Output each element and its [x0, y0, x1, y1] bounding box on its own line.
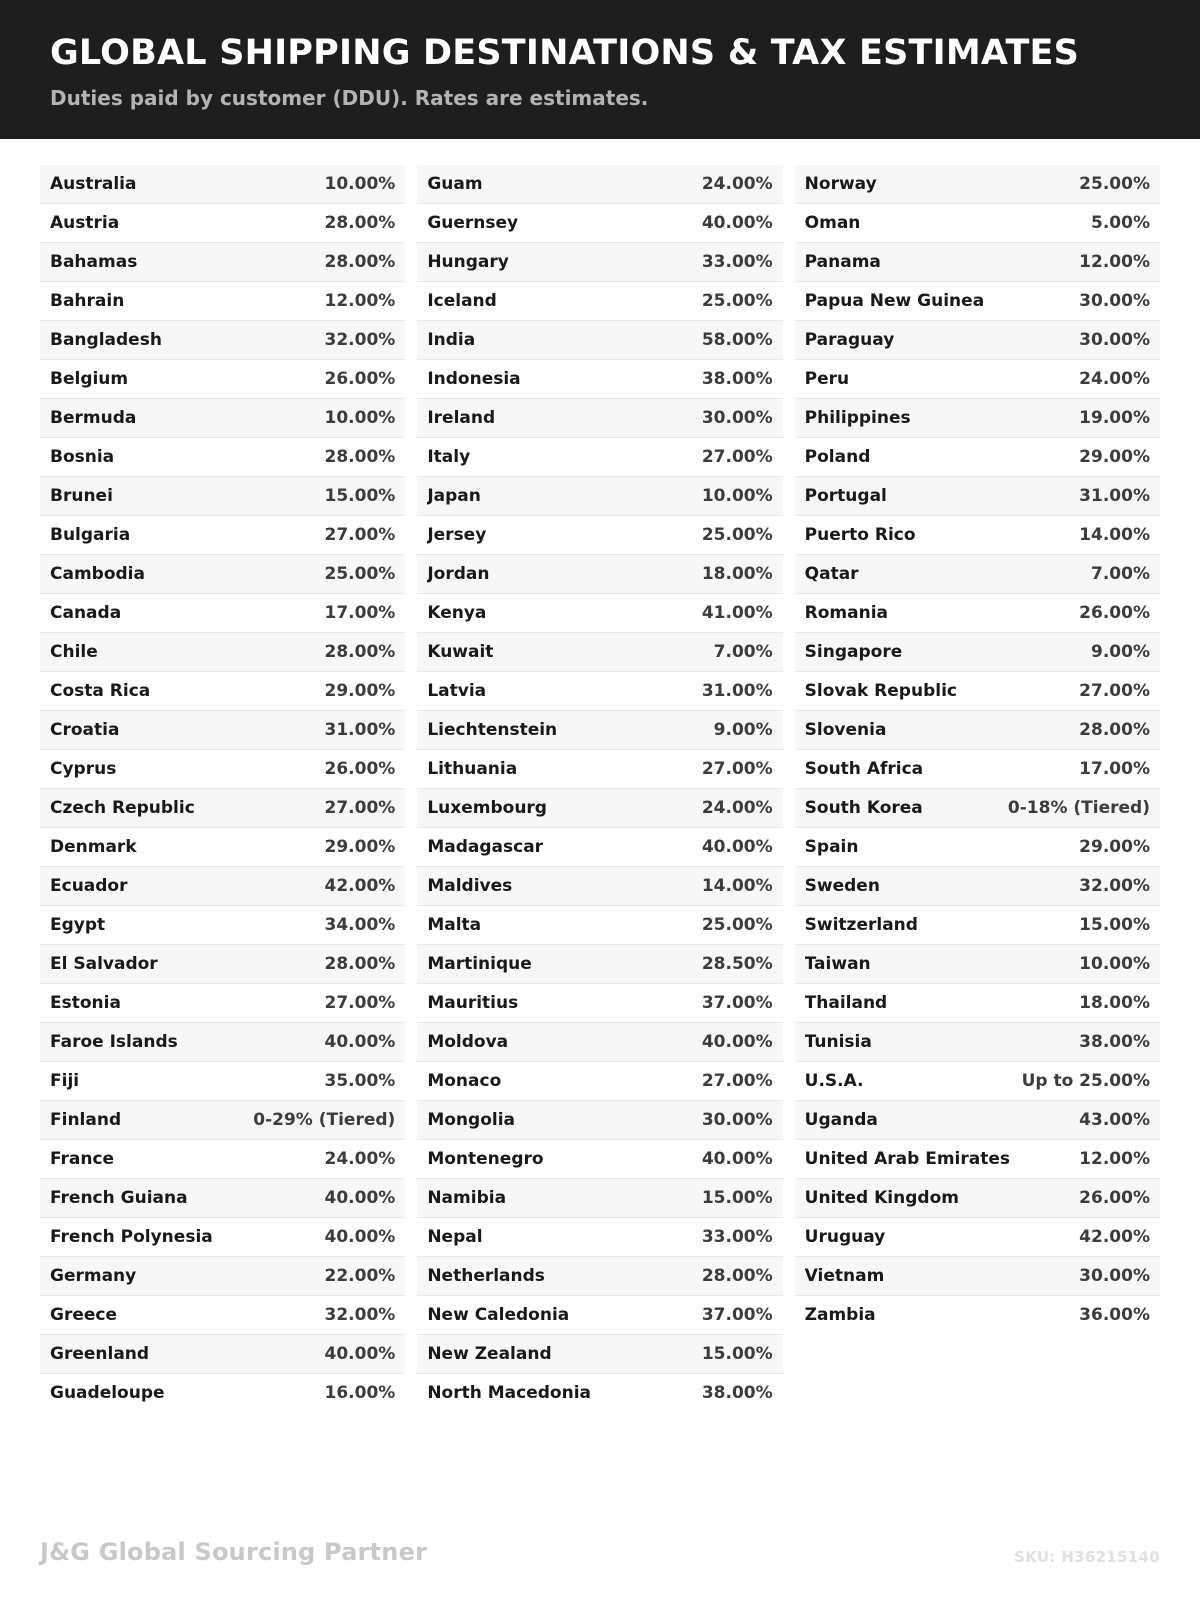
- table-row: [795, 828, 1160, 867]
- table-row: [417, 633, 782, 672]
- tax-rate: 41.00%: [701, 602, 773, 623]
- tax-rate: 40.00%: [324, 1343, 396, 1364]
- sku-label: SKU: H36215140: [1014, 1548, 1160, 1566]
- table-row: [40, 282, 405, 321]
- table-row: [40, 1218, 405, 1257]
- table-row: [795, 477, 1160, 516]
- country-name: Uganda: [804, 1109, 878, 1130]
- table-row: [417, 906, 782, 945]
- country-name: Guadeloupe: [50, 1382, 165, 1403]
- tax-rate: 24.00%: [1079, 368, 1150, 389]
- page-subtitle: Duties paid by customer (DDU). Rates are estimates.: [50, 85, 649, 110]
- tax-rate: 26.00%: [1079, 602, 1150, 623]
- table-row: [417, 555, 782, 594]
- table-row: [417, 1023, 782, 1062]
- country-name: Fiji: [50, 1070, 80, 1091]
- document-footer: [0, 1538, 1200, 1600]
- country-name: Slovak Republic: [804, 680, 957, 701]
- tax-rate: 0-29% (Tiered): [253, 1109, 396, 1130]
- tax-rate: 29.00%: [1079, 836, 1150, 857]
- table-row: [795, 204, 1160, 243]
- country-name: Portugal: [804, 485, 887, 506]
- country-name: Germany: [50, 1265, 137, 1286]
- tax-rate: 10.00%: [1079, 953, 1150, 974]
- country-name: Vietnam: [804, 1265, 885, 1286]
- tax-rate: 40.00%: [701, 212, 773, 233]
- country-name: United Kingdom: [804, 1187, 959, 1208]
- country-name: Netherlands: [427, 1265, 545, 1286]
- country-name: El Salvador: [50, 953, 158, 974]
- tax-rate: 15.00%: [701, 1187, 773, 1208]
- tax-rate: 27.00%: [701, 446, 773, 467]
- tax-rate: 26.00%: [324, 368, 396, 389]
- table-row: [417, 672, 782, 711]
- tax-rate: 26.00%: [324, 758, 396, 779]
- tax-rate: 30.00%: [1079, 1265, 1150, 1286]
- country-name: Spain: [804, 836, 859, 857]
- tax-rate: 30.00%: [701, 1109, 773, 1130]
- table-row: [417, 711, 782, 750]
- table-row: [417, 867, 782, 906]
- tax-rate: 15.00%: [701, 1343, 773, 1364]
- country-name: Madagascar: [427, 836, 544, 857]
- table-row: [40, 243, 405, 282]
- table-row: [795, 711, 1160, 750]
- tax-rate: 30.00%: [701, 407, 773, 428]
- table-row: [417, 828, 782, 867]
- table-row: [40, 165, 405, 204]
- table-row: [417, 1140, 782, 1179]
- table-row: [40, 750, 405, 789]
- country-name: Bermuda: [50, 407, 137, 428]
- rates-column-2: [417, 165, 782, 1412]
- country-name: Luxembourg: [427, 797, 547, 818]
- tax-rate: 26.00%: [1079, 1187, 1150, 1208]
- tax-rate: 30.00%: [1079, 329, 1150, 350]
- country-name: Kenya: [427, 602, 487, 623]
- tax-rate: 42.00%: [1079, 1226, 1150, 1247]
- country-name: Uruguay: [804, 1226, 886, 1247]
- table-row: [40, 1374, 405, 1412]
- tax-rate: 17.00%: [1079, 758, 1150, 779]
- tax-rate: 10.00%: [324, 173, 396, 194]
- country-name: Mauritius: [427, 992, 519, 1013]
- country-name: Jordan: [427, 563, 490, 584]
- country-name: India: [427, 329, 476, 350]
- country-name: Taiwan: [804, 953, 871, 974]
- country-name: Puerto Rico: [804, 524, 916, 545]
- table-row: [40, 360, 405, 399]
- table-row: [40, 594, 405, 633]
- country-name: Montenegro: [427, 1148, 544, 1169]
- table-row: [40, 906, 405, 945]
- tax-rate: 32.00%: [1079, 875, 1150, 896]
- tax-rate: 12.00%: [324, 290, 396, 311]
- table-row: [40, 633, 405, 672]
- tax-rate: 12.00%: [1079, 251, 1150, 272]
- country-name: Switzerland: [804, 914, 918, 935]
- country-name: Iceland: [427, 290, 497, 311]
- table-row: [40, 789, 405, 828]
- table-row: [40, 672, 405, 711]
- country-name: Monaco: [427, 1070, 502, 1091]
- table-row: [795, 321, 1160, 360]
- rates-column-3: [795, 165, 1160, 1334]
- country-name: New Zealand: [427, 1343, 552, 1364]
- table-row: [417, 1218, 782, 1257]
- table-row: [417, 1101, 782, 1140]
- tax-rate: 28.50%: [701, 953, 773, 974]
- tax-rate: 0-18% (Tiered): [1007, 797, 1150, 818]
- table-row: [417, 594, 782, 633]
- country-name: Mongolia: [427, 1109, 516, 1130]
- table-row: [40, 1335, 405, 1374]
- tax-rate: 32.00%: [324, 329, 396, 350]
- table-row: [40, 555, 405, 594]
- table-row: [417, 1335, 782, 1374]
- table-row: [417, 321, 782, 360]
- tax-rate: 40.00%: [324, 1226, 396, 1247]
- table-row: [40, 1101, 405, 1140]
- tax-rate: 16.00%: [324, 1382, 396, 1403]
- table-row: [795, 633, 1160, 672]
- table-row: [40, 1179, 405, 1218]
- country-name: United Arab Emirates: [804, 1148, 1011, 1169]
- table-row: [40, 438, 405, 477]
- country-name: Greenland: [50, 1343, 150, 1364]
- tax-rate: 28.00%: [1079, 719, 1150, 740]
- tax-rate: 15.00%: [324, 485, 396, 506]
- table-row: [40, 984, 405, 1023]
- table-row: [417, 438, 782, 477]
- table-row: [795, 1179, 1160, 1218]
- tax-rate: 32.00%: [324, 1304, 396, 1325]
- tax-rate: 36.00%: [1079, 1304, 1150, 1325]
- table-row: [40, 399, 405, 438]
- country-name: Bulgaria: [50, 524, 131, 545]
- country-name: Thailand: [804, 992, 888, 1013]
- tax-rate: 25.00%: [324, 563, 396, 584]
- tax-rate: 42.00%: [324, 875, 396, 896]
- country-name: Lithuania: [427, 758, 518, 779]
- country-name: Cyprus: [50, 758, 117, 779]
- tax-rate: 9.00%: [713, 719, 773, 740]
- table-row: [40, 477, 405, 516]
- table-row: [795, 1257, 1160, 1296]
- tax-rate: 19.00%: [1079, 407, 1150, 428]
- country-name: Qatar: [804, 563, 859, 584]
- tax-rate: Up to 25.00%: [1021, 1070, 1150, 1091]
- table-row: [40, 1140, 405, 1179]
- tax-rate: 28.00%: [324, 953, 396, 974]
- country-name: Canada: [50, 602, 122, 623]
- country-name: Czech Republic: [50, 797, 195, 818]
- table-row: [40, 516, 405, 555]
- tax-rate: 17.00%: [324, 602, 396, 623]
- table-row: [795, 867, 1160, 906]
- country-name: Chile: [50, 641, 98, 662]
- table-row: [795, 1062, 1160, 1101]
- country-name: Zambia: [804, 1304, 876, 1325]
- tax-rate: 28.00%: [324, 251, 396, 272]
- tax-rate: 24.00%: [324, 1148, 396, 1169]
- country-name: Denmark: [50, 836, 137, 857]
- tax-rate: 10.00%: [701, 485, 773, 506]
- country-name: Guernsey: [427, 212, 519, 233]
- country-name: Philippines: [804, 407, 911, 428]
- country-name: Japan: [427, 485, 481, 506]
- tax-rate: 37.00%: [701, 1304, 773, 1325]
- country-name: Egypt: [50, 914, 106, 935]
- country-name: Tunisia: [804, 1031, 872, 1052]
- table-row: [795, 594, 1160, 633]
- brand-label: J&G Global Sourcing Partner: [40, 1538, 428, 1566]
- tax-rate: 24.00%: [701, 797, 773, 818]
- country-name: Ecuador: [50, 875, 128, 896]
- country-name: Guam: [427, 173, 483, 194]
- tax-rate: 18.00%: [1079, 992, 1150, 1013]
- table-row: [417, 1374, 782, 1412]
- table-row: [795, 243, 1160, 282]
- table-row: [795, 282, 1160, 321]
- table-row: [417, 516, 782, 555]
- tax-rate: 25.00%: [1079, 173, 1150, 194]
- country-name: Bahamas: [50, 251, 138, 272]
- country-name: Latvia: [427, 680, 487, 701]
- tax-rate: 18.00%: [701, 563, 773, 584]
- tax-rate: 27.00%: [324, 524, 396, 545]
- country-name: Kuwait: [427, 641, 494, 662]
- table-row: [795, 165, 1160, 204]
- table-row: [417, 984, 782, 1023]
- country-name: Brunei: [50, 485, 113, 506]
- table-row: [40, 321, 405, 360]
- country-name: Ireland: [427, 407, 496, 428]
- country-name: Nepal: [427, 1226, 483, 1247]
- table-row: [417, 204, 782, 243]
- rates-columns: [0, 139, 1200, 1539]
- country-name: New Caledonia: [427, 1304, 570, 1325]
- table-row: [417, 789, 782, 828]
- country-name: Finland: [50, 1109, 122, 1130]
- country-name: Bosnia: [50, 446, 115, 467]
- country-name: Oman: [804, 212, 861, 233]
- table-row: [417, 1296, 782, 1335]
- tax-rate: 37.00%: [701, 992, 773, 1013]
- country-name: U.S.A.: [804, 1070, 864, 1091]
- country-name: France: [50, 1148, 115, 1169]
- country-name: Jersey: [427, 524, 487, 545]
- table-row: [795, 906, 1160, 945]
- tax-rate: 14.00%: [701, 875, 773, 896]
- country-name: Liechtenstein: [427, 719, 558, 740]
- tax-rate: 7.00%: [713, 641, 773, 662]
- tax-rate: 40.00%: [324, 1187, 396, 1208]
- tax-rate: 9.00%: [1091, 641, 1150, 662]
- tax-rate: 33.00%: [701, 251, 773, 272]
- country-name: Papua New Guinea: [804, 290, 985, 311]
- table-row: [417, 165, 782, 204]
- table-row: [795, 1218, 1160, 1257]
- table-row: [795, 984, 1160, 1023]
- tax-rate: 31.00%: [324, 719, 396, 740]
- tax-rate: 27.00%: [1079, 680, 1150, 701]
- document-header: [0, 0, 1200, 139]
- country-name: French Guiana: [50, 1187, 188, 1208]
- table-row: [795, 1140, 1160, 1179]
- tax-rate: 35.00%: [324, 1070, 396, 1091]
- tax-rate: 27.00%: [701, 758, 773, 779]
- table-row: [795, 789, 1160, 828]
- country-name: Belgium: [50, 368, 129, 389]
- tax-rate: 27.00%: [324, 797, 396, 818]
- tax-rate: 40.00%: [701, 836, 773, 857]
- tax-rate: 43.00%: [1079, 1109, 1150, 1130]
- table-row: [795, 1023, 1160, 1062]
- tax-rate: 38.00%: [701, 1382, 773, 1403]
- table-row: [795, 1101, 1160, 1140]
- country-name: Sweden: [804, 875, 880, 896]
- tax-rate: 33.00%: [701, 1226, 773, 1247]
- country-name: Indonesia: [427, 368, 521, 389]
- table-row: [40, 828, 405, 867]
- tax-rate: 25.00%: [701, 524, 773, 545]
- country-name: Bangladesh: [50, 329, 162, 350]
- table-row: [795, 1296, 1160, 1334]
- country-name: Romania: [804, 602, 889, 623]
- tax-rate: 34.00%: [324, 914, 396, 935]
- country-name: Malta: [427, 914, 482, 935]
- country-name: French Polynesia: [50, 1226, 213, 1247]
- table-row: [795, 945, 1160, 984]
- tax-rate: 27.00%: [324, 992, 396, 1013]
- table-row: [40, 1257, 405, 1296]
- tax-rate: 30.00%: [1079, 290, 1150, 311]
- table-row: [40, 711, 405, 750]
- country-name: Greece: [50, 1304, 118, 1325]
- table-row: [795, 399, 1160, 438]
- country-name: South Africa: [804, 758, 924, 779]
- tax-rate: 14.00%: [1079, 524, 1150, 545]
- table-row: [417, 1179, 782, 1218]
- tax-rate: 12.00%: [1079, 1148, 1150, 1169]
- tax-rate: 7.00%: [1091, 563, 1150, 584]
- country-name: Croatia: [50, 719, 120, 740]
- table-row: [417, 399, 782, 438]
- tax-rate: 24.00%: [701, 173, 773, 194]
- table-row: [417, 282, 782, 321]
- country-name: Slovenia: [804, 719, 887, 740]
- country-name: Austria: [50, 212, 120, 233]
- tax-rate: 40.00%: [701, 1148, 773, 1169]
- table-row: [417, 750, 782, 789]
- tax-rate: 15.00%: [1079, 914, 1150, 935]
- country-name: Norway: [804, 173, 877, 194]
- tax-rate: 38.00%: [1079, 1031, 1150, 1052]
- table-row: [417, 360, 782, 399]
- tax-rate: 22.00%: [324, 1265, 396, 1286]
- tax-rate: 10.00%: [324, 407, 396, 428]
- table-row: [40, 1023, 405, 1062]
- tax-rate: 29.00%: [1079, 446, 1150, 467]
- table-row: [40, 867, 405, 906]
- country-name: Cambodia: [50, 563, 145, 584]
- table-row: [417, 945, 782, 984]
- tax-rate: 29.00%: [324, 836, 396, 857]
- tax-rate: 40.00%: [324, 1031, 396, 1052]
- table-row: [40, 945, 405, 984]
- table-row: [417, 243, 782, 282]
- table-row: [795, 672, 1160, 711]
- country-name: Singapore: [804, 641, 903, 662]
- tax-rate: 58.00%: [701, 329, 773, 350]
- tax-rate: 28.00%: [324, 641, 396, 662]
- country-name: Moldova: [427, 1031, 509, 1052]
- tax-rate: 29.00%: [324, 680, 396, 701]
- table-row: [40, 1062, 405, 1101]
- country-name: Estonia: [50, 992, 121, 1013]
- tax-rate: 31.00%: [701, 680, 773, 701]
- country-name: Peru: [804, 368, 850, 389]
- country-name: Hungary: [427, 251, 509, 272]
- table-row: [40, 204, 405, 243]
- tax-rate: 5.00%: [1091, 212, 1150, 233]
- table-row: [795, 750, 1160, 789]
- country-name: Namibia: [427, 1187, 507, 1208]
- page-title: GLOBAL SHIPPING DESTINATIONS & TAX ESTIMATES: [50, 33, 1080, 73]
- country-name: North Macedonia: [427, 1382, 592, 1403]
- country-name: Costa Rica: [50, 680, 151, 701]
- country-name: Paraguay: [804, 329, 895, 350]
- tax-rate: 31.00%: [1079, 485, 1150, 506]
- tax-rate: 28.00%: [701, 1265, 773, 1286]
- tax-rate: 40.00%: [701, 1031, 773, 1052]
- table-row: [795, 516, 1160, 555]
- tax-rate: 38.00%: [701, 368, 773, 389]
- table-row: [795, 438, 1160, 477]
- tax-rate: 25.00%: [701, 914, 773, 935]
- country-name: Poland: [804, 446, 871, 467]
- country-name: Australia: [50, 173, 137, 194]
- tax-rate: 28.00%: [324, 212, 396, 233]
- country-name: Italy: [427, 446, 471, 467]
- table-row: [40, 1296, 405, 1335]
- rates-column-1: [40, 165, 405, 1412]
- country-name: Martinique: [427, 953, 532, 974]
- tax-rate: 25.00%: [701, 290, 773, 311]
- tax-rate: 28.00%: [324, 446, 396, 467]
- tax-rate: 27.00%: [701, 1070, 773, 1091]
- country-name: Faroe Islands: [50, 1031, 178, 1052]
- table-row: [795, 555, 1160, 594]
- table-row: [417, 1062, 782, 1101]
- table-row: [417, 1257, 782, 1296]
- table-row: [417, 477, 782, 516]
- country-name: Panama: [804, 251, 881, 272]
- country-name: Bahrain: [50, 290, 125, 311]
- country-name: South Korea: [804, 797, 923, 818]
- table-row: [795, 360, 1160, 399]
- country-name: Maldives: [427, 875, 513, 896]
